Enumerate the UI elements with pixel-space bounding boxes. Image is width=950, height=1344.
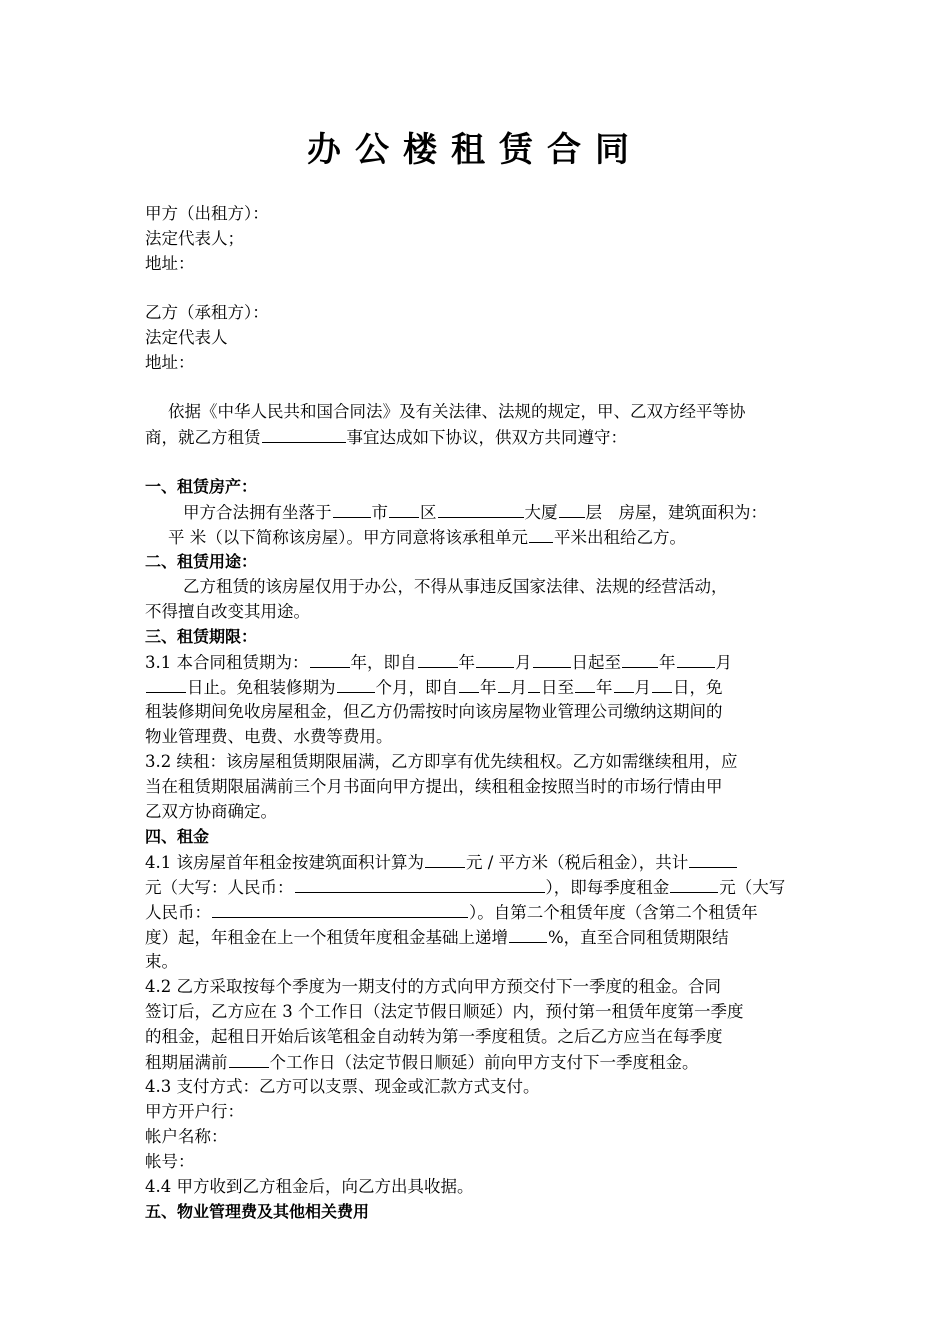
account-number-field: 帐号： [145, 1152, 195, 1171]
clause-4-2-line-4: 租期届满前 个工作日（法定节假日顺延）前向甲方支付下一季度租金。 [145, 1049, 825, 1074]
blank-underline [212, 899, 468, 918]
blank-underline [476, 649, 514, 668]
section-2-heading: 二、租赁用途： [145, 552, 258, 571]
blank-underline [425, 849, 465, 868]
blank-underline [533, 649, 571, 668]
blank-underline [229, 1049, 269, 1068]
document-title: 办公楼租赁合同 [307, 130, 643, 170]
blank-underline [614, 674, 634, 693]
party-a-label: 甲方（出租方）： [145, 204, 269, 223]
blank-underline [459, 674, 479, 693]
blank-underline [677, 649, 715, 668]
party-b-label: 乙方（承租方）： [145, 303, 269, 322]
clause-3-1-line-3: 租装修期间免收房屋租金，但乙方仍需按时向该房屋物业管理公司缴纳这期间的 [145, 702, 723, 721]
blank-underline [337, 674, 375, 693]
section-2-line-1: 乙方租赁的该房屋仅用于办公，不得从事违反国家法律、法规的经营活动， [183, 577, 728, 596]
blank-underline [146, 674, 186, 693]
clause-4-1-line-3: 人民币： ）。自第二个租赁年度（含第二个租赁年 [145, 899, 825, 924]
blank-underline [689, 849, 737, 868]
section-3-heading: 三、租赁期限： [145, 627, 258, 646]
preamble-line-2: 商，就乙方租赁 事宜达成如下协议，供双方共同遵守： [145, 424, 825, 449]
clause-3-1-line-1: 3.1 本合同租赁期为： 年，即自 年 月 日起至 年 月 [145, 649, 825, 674]
blank-underline [438, 499, 524, 518]
clause-3-1-line-4: 物业管理费、电费、水费等费用。 [145, 727, 393, 746]
clause-4-2-line-1: 4.2 乙方采取按每个季度为一期支付的方式向甲方预交付下一季度的租金。合同 [145, 977, 721, 996]
clause-4-3: 4.3 支付方式：乙方可以支票、现金或汇款方式支付。 [145, 1077, 540, 1096]
clause-3-1-line-2: 日止。免租装修期为 个月，即自 年 月 日至 年 月 日，免 [145, 674, 825, 699]
blank-underline [310, 649, 350, 668]
clause-4-1-line-4: 度）起，年租金在上一个租赁年度租金基础上递增 %，直至合同租赁期限结 [145, 924, 825, 949]
section-5-heading: 五、物业管理费及其他相关费用 [145, 1202, 370, 1221]
section-1-heading: 一、租赁房产： [145, 477, 258, 496]
preamble-line-1: 依据《中华人民共和国合同法》及有关法律、法规的规定，甲、乙双方经平等协 [168, 402, 746, 421]
blank-underline [670, 874, 718, 893]
blank-underline [295, 874, 545, 893]
account-name-field: 帐户名称： [145, 1127, 228, 1146]
blank-underline [528, 674, 540, 693]
blank-underline [559, 499, 585, 518]
clause-3-2-line-2: 当在租赁期限届满前三个月书面向甲方提出，续租租金按照当时的市场行情由甲 [145, 777, 723, 796]
party-b-address: 地址： [145, 353, 195, 372]
blank-underline [622, 649, 658, 668]
section-1-line-1: 甲方合法拥有坐落于 市 区 大厦 层 房屋，建筑面积为： [183, 499, 863, 524]
clause-3-2-line-1: 3.2 续租：该房屋租赁期限届满，乙方即享有优先续租权。乙方如需继续租用，应 [145, 752, 738, 771]
clause-4-2-line-3: 的租金，起租日开始后该笔租金自动转为第一季度租赁。之后乙方应当在每季度 [145, 1027, 723, 1046]
blank-underline [509, 924, 547, 943]
blank-underline [262, 424, 346, 443]
clause-4-4: 4.4 甲方收到乙方租金后，向乙方出具收据。 [145, 1177, 474, 1196]
blank-underline [418, 649, 458, 668]
blank-underline [575, 674, 595, 693]
clause-3-2-line-3: 乙双方协商确定。 [145, 802, 277, 821]
section-2-line-2: 不得擅自改变其用途。 [145, 602, 310, 621]
party-b-representative: 法定代表人 [145, 328, 228, 347]
blank-underline [498, 674, 510, 693]
section-1-line-2: 平 米（以下简称该房屋）。甲方同意将该承租单元 平米出租给乙方。 [168, 524, 848, 549]
blank-underline [529, 524, 553, 543]
party-a-representative: 法定代表人； [145, 229, 244, 248]
clause-4-2-line-2: 签订后，乙方应在 3 个工作日（法定节假日顺延）内，预付第一租赁年度第一季度 [145, 1002, 744, 1021]
blank-underline [333, 499, 371, 518]
clause-4-1-line-1: 4.1 该房屋首年租金按建筑面积计算为 元 / 平方米（税后租金），共计 [145, 849, 825, 874]
blank-underline [652, 674, 672, 693]
clause-4-1-line-2: 元（大写：人民币： ），即每季度租金 元（大写 [145, 874, 825, 899]
party-a-address: 地址： [145, 254, 195, 273]
blank-underline [389, 499, 419, 518]
bank-name-field: 甲方开户行： [145, 1102, 244, 1121]
clause-4-1-line-5: 束。 [145, 952, 178, 971]
section-4-heading: 四、租金 [145, 827, 210, 846]
